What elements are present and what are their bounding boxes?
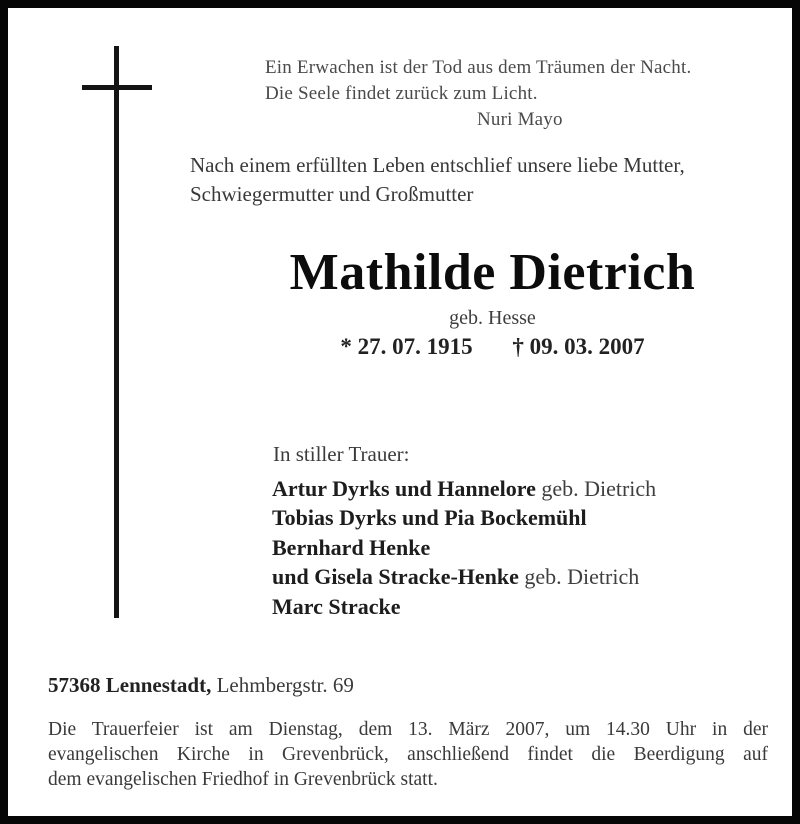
intro-line-2: Schwiegermutter und Großmutter <box>190 182 474 206</box>
mourner-names: Tobias Dyrks und Pia Bockemühl <box>272 505 587 531</box>
mourner-names: Bernhard Henke <box>272 534 431 560</box>
intro-paragraph <box>190 151 780 209</box>
mourner-birth-name: geb. Dietrich <box>518 564 640 590</box>
mourners-list <box>272 474 772 621</box>
mourner-row <box>272 474 772 503</box>
mourner-row <box>272 562 772 591</box>
mourner-row <box>272 592 772 621</box>
birth-date: * 27. 07. 1915 <box>340 334 473 359</box>
mourner-names: Marc Stracke <box>272 593 401 619</box>
cross-horizontal-beam <box>82 85 152 90</box>
mourner-names: und Gisela Stracke-Henke <box>272 564 519 590</box>
funeral-line-1: Die Trauerfeier ist am Dienstag, dem 13. März 2007, um 14.30 Uhr in der <box>48 719 768 740</box>
cross-vertical-beam <box>114 46 119 618</box>
death-date: † 09. 03. 2007 <box>512 334 645 359</box>
mourning-heading: In stiller Trauer: <box>273 442 410 466</box>
mourner-birth-name: geb. Dietrich <box>535 476 657 501</box>
quote-line-2: Die Seele findet zurück zum Licht. <box>265 83 538 104</box>
deceased-section <box>170 246 800 360</box>
mourner-row <box>272 503 772 532</box>
family-address <box>48 672 354 698</box>
memorial-quote <box>265 55 765 133</box>
address-street: Lehmbergstr. 69 <box>211 673 354 697</box>
mourner-row <box>272 533 772 562</box>
intro-line-1: Nach einem erfüllten Leben entschlief unsere liebe Mutter, <box>190 153 685 177</box>
funeral-line-3: dem evangelischen Friedhof in Grevenbrück statt. <box>48 769 438 790</box>
address-city: 57368 Lennestadt, <box>48 673 212 697</box>
quote-line-1: Ein Erwachen ist der Tod aus dem Träumen der Nacht. <box>265 57 692 78</box>
mourner-names: Artur Dyrks und Hannelore <box>272 476 536 501</box>
funeral-info-paragraph <box>48 717 768 792</box>
funeral-line-2: evangelischen Kirche in Grevenbrück, anschließend findet die Beerdigung auf <box>48 744 768 765</box>
deceased-name: Mathilde Dietrich <box>289 244 696 301</box>
quote-attribution: Nuri Mayo <box>477 109 563 130</box>
deceased-birth-name: geb. Hesse <box>449 307 536 329</box>
life-dates <box>170 333 800 360</box>
